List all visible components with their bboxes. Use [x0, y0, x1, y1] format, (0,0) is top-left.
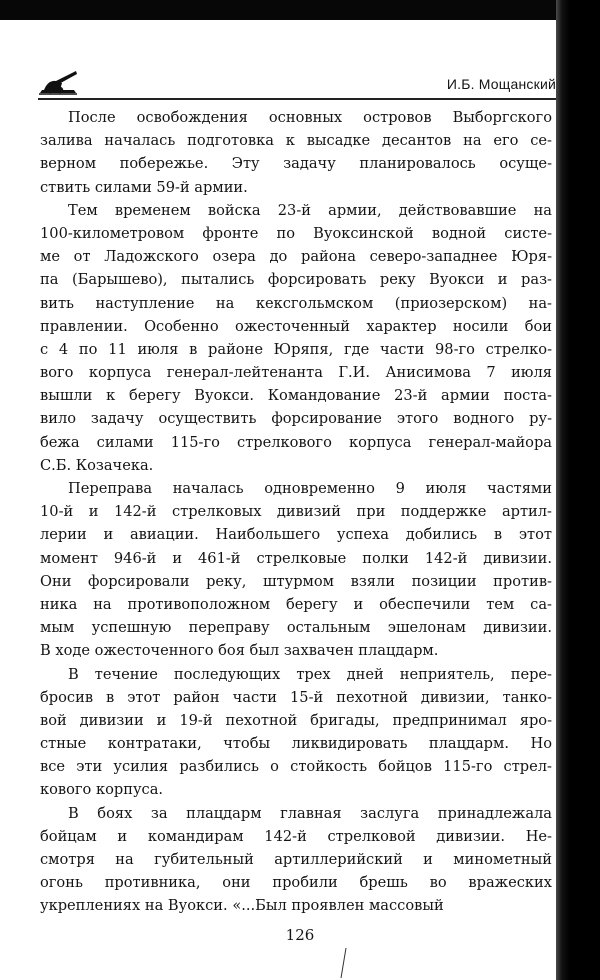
body-text: [40, 106, 552, 918]
text-line: вой дивизии и 19-й пехотной бригады, предпринимал яро-: [40, 711, 552, 729]
text-line: огонь противника, они пробили брешь во вражеских: [40, 874, 552, 892]
paragraph-first-line: Переправа началась одновременно 9 июля частями: [68, 480, 552, 497]
text-line: залива началась подготовка к высадке десантов на его се-: [40, 132, 552, 150]
paragraph-first-line: В течение последующих трех дней неприятель, пере-: [68, 665, 552, 683]
text-line: ме от Ладожского озера до района северо-западнее Юря-: [40, 248, 552, 266]
paragraph-first-line: После освобождения основных островов Выборгского: [68, 109, 552, 126]
text-line: 100-километровом фронте по Вуоксинской водной систе-: [40, 224, 552, 242]
text-line: все эти усилия разбились о стойкость бойцов 115-го стрел-: [40, 758, 552, 776]
header-author: И.Б. Мощанский: [446, 76, 556, 92]
text-line: 10-й и 142-й стрелковых дивизий при поддержке артил-: [40, 503, 552, 521]
text-line: правлении. Особенно ожесточенный характер носили бои: [40, 317, 552, 335]
artillery-gun-logo-icon: [38, 66, 78, 96]
text-line: В ходе ожесточенного боя был захвачен плацдарм.: [40, 642, 439, 660]
text-line: лерии и авиации. Наибольшего успеха добились в этот: [40, 526, 552, 544]
paragraph-first-line: Тем временем войска 23-й армии, действовавшие на: [68, 201, 552, 219]
text-line: бежа силами 115-го стрелкового корпуса генерал-майора: [40, 433, 552, 451]
text-line: верном побережье. Эту задачу планировалось осуще-: [40, 155, 552, 173]
text-line: вило задачу осуществить форсирование этого водного ру-: [40, 410, 552, 428]
text-line: бойцам и командирам 142-й стрелковой дивизии. Не-: [40, 827, 552, 845]
text-line: укреплениях на Вуокси. «...Был проявлен массовый: [40, 897, 444, 915]
text-line: смотря на губительный артиллерийский и минометный: [40, 851, 552, 868]
text-line: вышли к берегу Вуокси. Командование 23-й армии поста-: [40, 387, 552, 405]
text-line: Они форсировали реку, штурмом взяли позиции против-: [40, 572, 552, 590]
text-line: ника на противоположном берегу и обеспечили тем са-: [40, 595, 552, 613]
page-number: 126: [285, 926, 315, 944]
scan-border-top: [0, 0, 600, 20]
text-line: мым успешную переправу остальным эшелонам дивизии.: [40, 619, 552, 637]
text-line: вого корпуса генерал-лейтенанта Г.И. Анисимова 7 июля: [40, 364, 552, 382]
running-header: [38, 66, 558, 98]
text-line: па (Барышево), пытались форсировать реку Вуокси и раз-: [40, 271, 552, 289]
header-rule: [38, 98, 556, 100]
text-line: стные контратаки, чтобы ликвидировать плацдарм. Но: [40, 735, 552, 753]
text-line: кового корпуса.: [40, 781, 164, 799]
scan-speck: [336, 946, 350, 980]
text-line: с 4 по 11 июля в районе Юряпя, где части 98-го стрелко-: [40, 340, 552, 358]
text-line: С.Б. Козачека.: [40, 456, 154, 474]
text-line: ствить силами 59-й армии.: [40, 178, 248, 196]
text-line: момент 946-й и 461-й стрелковые полки 142-й дивизии.: [40, 549, 552, 567]
text-line: бросив в этот район части 15-й пехотной дивизии, танко-: [40, 688, 552, 706]
paragraph-first-line: В боях за плацдарм главная заслуга принадлежала: [68, 804, 552, 822]
text-line: вить наступление на кексгольмском (приозерском) на-: [40, 294, 552, 312]
scan-border-right: [556, 0, 600, 980]
